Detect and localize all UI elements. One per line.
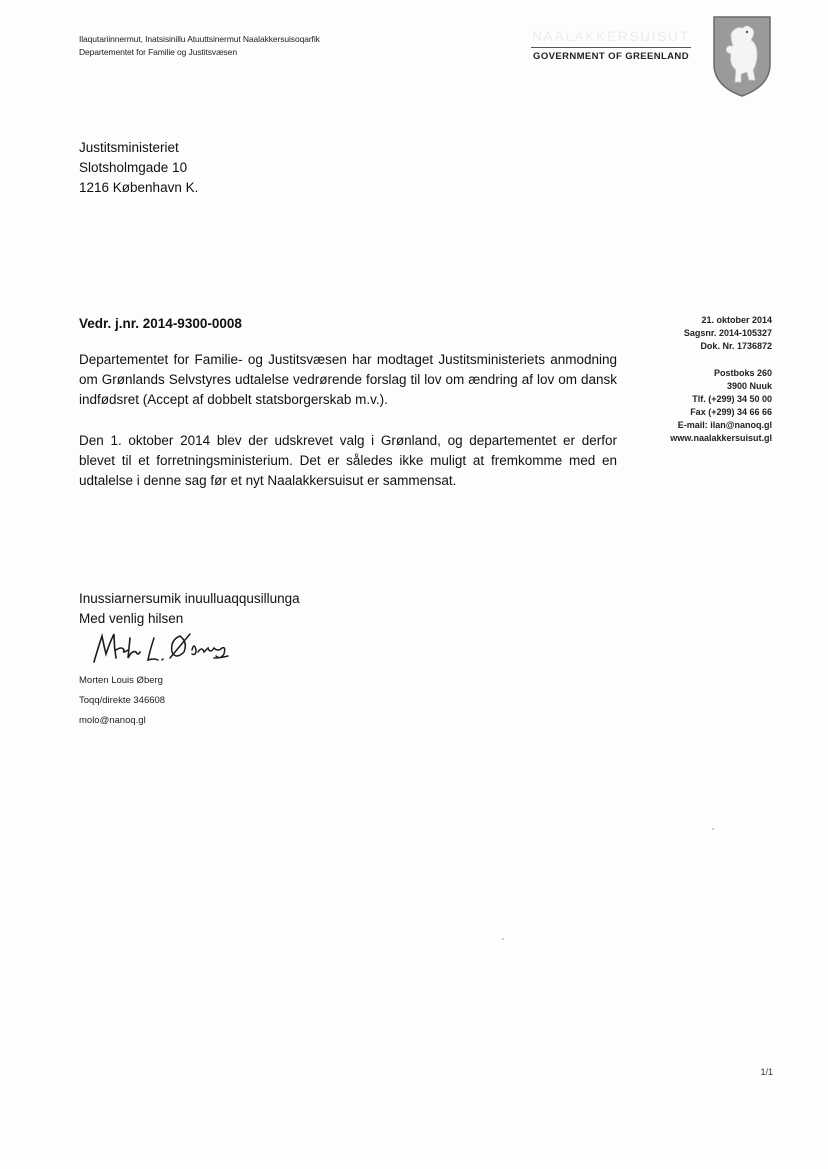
body-paragraph-2: Den 1. oktober 2014 blev der udskrevet valg i Grønland, og departementet er derfor blevet til et forretningsministerium. Det er således ikke muligt at fremkomme med en udtalelse i denne sag før et nyt Naalakkersuisut er sammensat. — [79, 433, 617, 488]
letter-date: 21. oktober 2014 — [701, 315, 772, 325]
case-number: Sagsnr. 2014-105327 — [683, 328, 772, 338]
signatory-name: Morten Louis Øberg — [79, 675, 163, 686]
subject-line: Vedr. j.nr. 2014-9300-0008 — [79, 316, 242, 331]
recipient-street: Slotsholmgade 10 — [79, 160, 188, 175]
scan-speck — [712, 828, 714, 830]
reference-block — [684, 314, 772, 353]
postbox: Postboks 260 — [713, 368, 772, 378]
contact-block — [670, 367, 772, 445]
recipient-city: 1216 København K. — [79, 180, 199, 195]
gov-divider — [531, 47, 691, 48]
greeting-kl: Inussiarnersumik inuulluaqqusillunga — [79, 591, 300, 606]
contact-email: E-mail: ilan@nanoq.gl — [677, 420, 772, 430]
gov-name-kl: NAALAKKERSUISUT — [532, 29, 690, 44]
sender-header — [79, 33, 320, 59]
signatory-direct-line: Toqq/direkte 346608 — [79, 695, 166, 706]
signatory-details — [79, 671, 165, 731]
gov-name-en: GOVERNMENT OF GREENLAND — [533, 51, 689, 62]
postal-city: 3900 Nuuk — [726, 381, 772, 391]
closing-greeting — [79, 589, 300, 629]
body-paragraph-1: Departementet for Familie- og Justitsvæsen har modtaget Justitsministeriets anmodning om Grønlands Selvstyres udtalelse vedrørende forslag til lov om ændring af lov om dansk indfødsret (Accept af dobbelt statsborgerskab m.v.). — [79, 352, 617, 407]
fax-number: Fax (+299) 34 66 66 — [690, 407, 772, 417]
page-number: 1/1 — [760, 1067, 773, 1077]
phone-number: Tlf. (+299) 34 50 00 — [692, 394, 772, 404]
handwritten-signature — [88, 628, 238, 668]
recipient-address — [79, 138, 198, 198]
document-number: Dok. Nr. 1736872 — [700, 341, 772, 351]
government-logo-text — [531, 28, 691, 62]
polar-bear-shield-icon — [711, 14, 773, 98]
scan-speck — [502, 938, 504, 940]
greeting-da: Med venlig hilsen — [79, 611, 184, 626]
sender-org-kl: Ilaqutariinnermut, Inatsisinillu Atuuttsinermut Naalakkersuisoqarfik — [79, 34, 320, 44]
recipient-name: Justitsministeriet — [79, 140, 179, 155]
website: www.naalakkersuisut.gl — [670, 433, 772, 443]
signatory-email: molo@nanoq.gl — [79, 715, 146, 726]
sender-org-da: Departementet for Familie og Justitsvæsen — [79, 47, 237, 57]
